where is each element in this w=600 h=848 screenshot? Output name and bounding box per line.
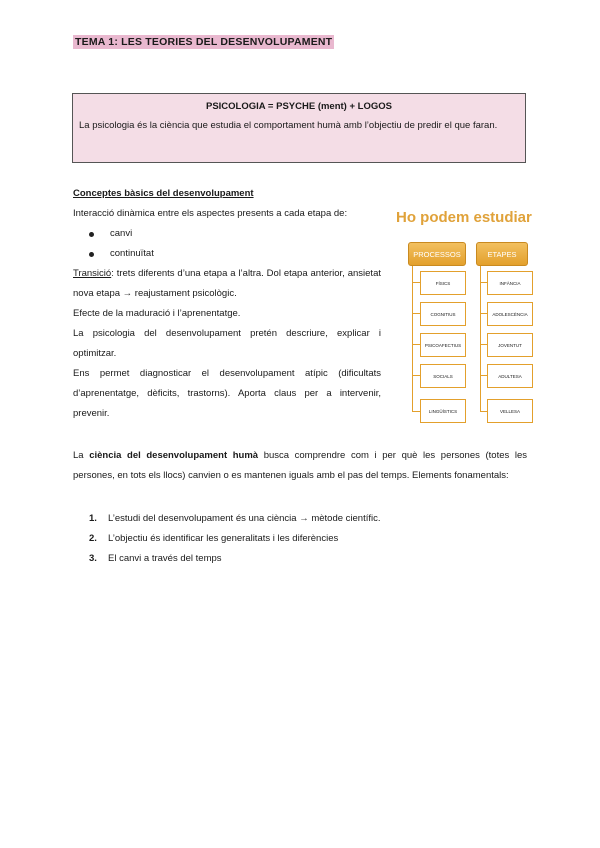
section-heading: Conceptes bàsics del desenvolupament — [73, 188, 254, 199]
definition-heading: PSICOLOGIA = PSYCHE (ment) + LOGOS — [206, 101, 392, 112]
stage-item: VELLESA — [487, 399, 533, 423]
intro-text: Interacció dinàmica entre els aspectes presents a cada etapa de: — [73, 208, 348, 219]
list-item: continuïtat — [89, 244, 381, 264]
definition-box — [72, 93, 526, 163]
bullet-icon — [89, 232, 94, 237]
bullet-icon — [89, 252, 94, 257]
process-item: FÍSICS — [420, 271, 466, 295]
science-bold: ciència del desenvolupament humà — [89, 450, 259, 461]
stages-header: ETAPES — [476, 242, 528, 266]
definition-text: La psicologia és la ciència que estudia el comportament humà amb l’objectiu de predir el que faran. — [79, 120, 498, 131]
transition-paragraph: Transició: trets diferents d’una etapa a l’altra. Dol etapa anterior, ansietat nova etapa → reajustament psicològic. — [73, 268, 381, 299]
diagram-title: Ho podem estudiar — [396, 209, 532, 226]
maturation-text: Efecte de la maduració i l’aprenentatge. — [73, 308, 241, 319]
list-item: 2. L’objectiu és identificar les generalitats i les diferències — [89, 533, 339, 544]
stage-item: ADULTESA — [487, 364, 533, 388]
process-item: PSICOAFECTIUS — [420, 333, 466, 357]
process-item: SOCIALS — [420, 364, 466, 388]
stage-item: ADOLESCÈNCIA — [487, 302, 533, 326]
process-item: COGNITIUS — [420, 302, 466, 326]
processes-header: PROCESSOS — [408, 242, 466, 266]
list-item: 3. El canvi a través del temps — [89, 553, 222, 564]
study-diagram — [390, 205, 540, 427]
process-item: LINGÜÍSTICS — [420, 399, 466, 423]
concepts-text — [73, 204, 381, 424]
diagnosis-text: Ens permet diagnosticar el desenvolupament atípic (dificultats d’aprenentatge, dèficits, trastorns). Aporta claus per a intervenir, prevenir. — [73, 368, 381, 419]
aim-text: La psicologia del desenvolupament pretén descriure, explicar i optimitzar. — [73, 328, 381, 359]
stage-item: JOVENTUT — [487, 333, 533, 357]
list-item: canvi — [89, 224, 381, 244]
transition-label: Transició — [73, 268, 112, 279]
page-title: TEMA 1: LES TEORIES DEL DESENVOLUPAMENT — [75, 36, 333, 48]
bullet-list — [73, 224, 381, 264]
science-paragraph: La ciència del desenvolupament humà busca comprendre com i per què les persones (totes les persones, en tots els llocs) canvien o es mantenen iguals amb el pas del temps. Elements fonamentals: — [73, 450, 528, 481]
fundamentals-list — [89, 509, 381, 569]
stage-item: INFÀNCIA — [487, 271, 533, 295]
list-item: 1. L’estudi del desenvolupament és una ciència → mètode científic. — [89, 513, 381, 524]
